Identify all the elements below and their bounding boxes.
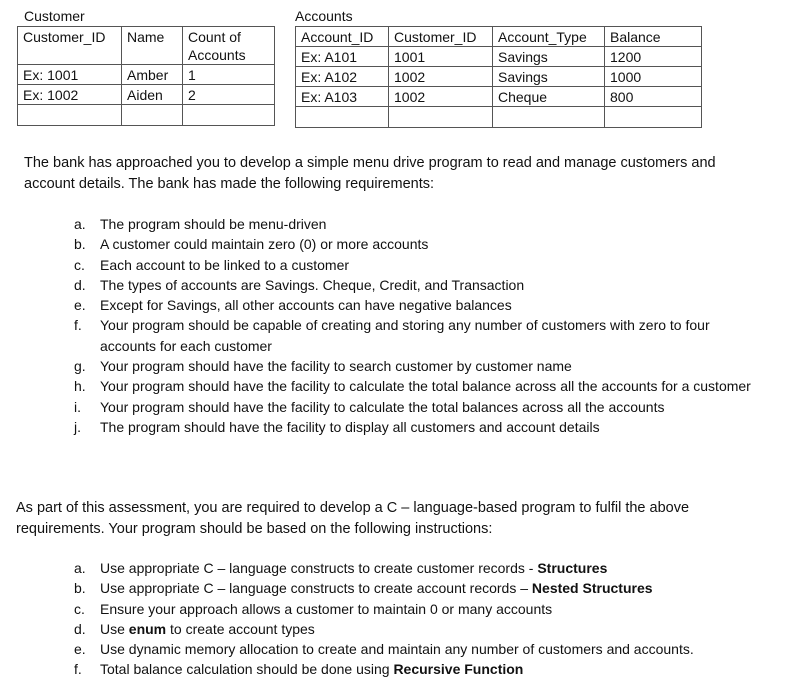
accounts-cell: 1002 xyxy=(389,67,493,87)
customer-header-cell: Count of Accounts xyxy=(183,27,275,65)
list-item: c. Ensure your approach allows a customer to maintain 0 or many accounts xyxy=(74,600,553,617)
requirements-list xyxy=(74,214,764,437)
list-item: g. Your program should have the facility to search customer by customer name xyxy=(74,358,572,375)
intro-paragraph: The bank has approached you to develop a simple menu drive program to read and manage customers and account details. The bank has made the following requirements: xyxy=(24,155,716,192)
accounts-cell: 800 xyxy=(605,87,702,107)
accounts-cell: 1002 xyxy=(389,87,493,107)
accounts-cell xyxy=(605,107,702,128)
list-item: e. Use dynamic memory allocation to create and maintain any number of customers and accounts. xyxy=(74,641,694,658)
assessment-paragraph: As part of this assessment, you are required to develop a C – language-based program to fulfil the above requirements. Your program should be based on the following instructions: xyxy=(16,500,690,537)
list-item: c. Each account to be linked to a customer xyxy=(74,256,350,273)
accounts-table-row xyxy=(296,107,702,128)
customer-cell xyxy=(183,105,275,126)
accounts-table-row xyxy=(296,87,702,107)
customer-cell: Amber xyxy=(122,65,183,85)
accounts-table-caption: Accounts xyxy=(295,8,353,24)
accounts-header-cell: Account_ID xyxy=(296,27,389,47)
accounts-cell: Ex: A102 xyxy=(296,67,389,87)
accounts-cell: Ex: A101 xyxy=(296,47,389,67)
accounts-cell xyxy=(493,107,605,128)
list-item: b. Use appropriate C – language constructs to create account records – Nested Structures xyxy=(74,580,653,597)
list-item: d. The types of accounts are Savings. Cheque, Credit, and Transaction xyxy=(74,276,525,293)
accounts-cell: Ex: A103 xyxy=(296,87,389,107)
accounts-cell: 1200 xyxy=(605,47,702,67)
customer-cell: 1 xyxy=(183,65,275,85)
list-item: j. The program should have the facility to display all customers and account details xyxy=(74,418,600,435)
customer-table xyxy=(17,26,275,126)
customer-cell: Aiden xyxy=(122,85,183,105)
list-item: e. Except for Savings, all other accounts can have negative balances xyxy=(74,297,512,314)
accounts-table-row xyxy=(296,47,702,67)
accounts-cell xyxy=(389,107,493,128)
accounts-header-cell: Customer_ID xyxy=(389,27,493,47)
customer-header-cell: Name xyxy=(122,27,183,65)
accounts-cell xyxy=(296,107,389,128)
customer-table-row xyxy=(18,105,275,126)
accounts-cell: Savings xyxy=(493,67,605,87)
list-item: d. Use enum to create account types xyxy=(74,620,315,637)
accounts-cell: 1001 xyxy=(389,47,493,67)
customer-table-header-row xyxy=(18,27,275,65)
list-item: i. Your program should have the facility to calculate the total balances across all the accounts xyxy=(74,398,665,415)
customer-cell: Ex: 1001 xyxy=(18,65,122,85)
customer-table-caption: Customer xyxy=(24,8,85,24)
customer-table-row xyxy=(18,85,275,105)
customer-header-cell: Customer_ID xyxy=(18,27,122,65)
accounts-table-header-row xyxy=(296,27,702,47)
accounts-cell: Cheque xyxy=(493,87,605,107)
customer-table-row xyxy=(18,65,275,85)
accounts-cell: Savings xyxy=(493,47,605,67)
accounts-header-cell: Account_Type xyxy=(493,27,605,47)
accounts-table-row xyxy=(296,67,702,87)
list-item: f. Your program should be capable of creating and storing any number of customers with zero to four accounts for each customer xyxy=(74,317,710,354)
list-item: b. A customer could maintain zero (0) or more accounts xyxy=(74,236,429,253)
customer-cell: Ex: 1002 xyxy=(18,85,122,105)
accounts-header-cell: Balance xyxy=(605,27,702,47)
customer-cell xyxy=(18,105,122,126)
list-item: h. Your program should have the facility to calculate the total balance across all the accounts for a customer xyxy=(74,378,751,395)
accounts-cell: 1000 xyxy=(605,67,702,87)
list-item: a. Use appropriate C – language constructs to create customer records - Structures xyxy=(74,560,608,576)
instructions-list xyxy=(74,558,774,680)
list-item: f. Total balance calculation should be done using Recursive Function xyxy=(74,661,524,678)
accounts-table xyxy=(295,26,702,128)
customer-cell: 2 xyxy=(183,85,275,105)
customer-cell xyxy=(122,105,183,126)
list-item: a. The program should be menu-driven xyxy=(74,216,327,232)
